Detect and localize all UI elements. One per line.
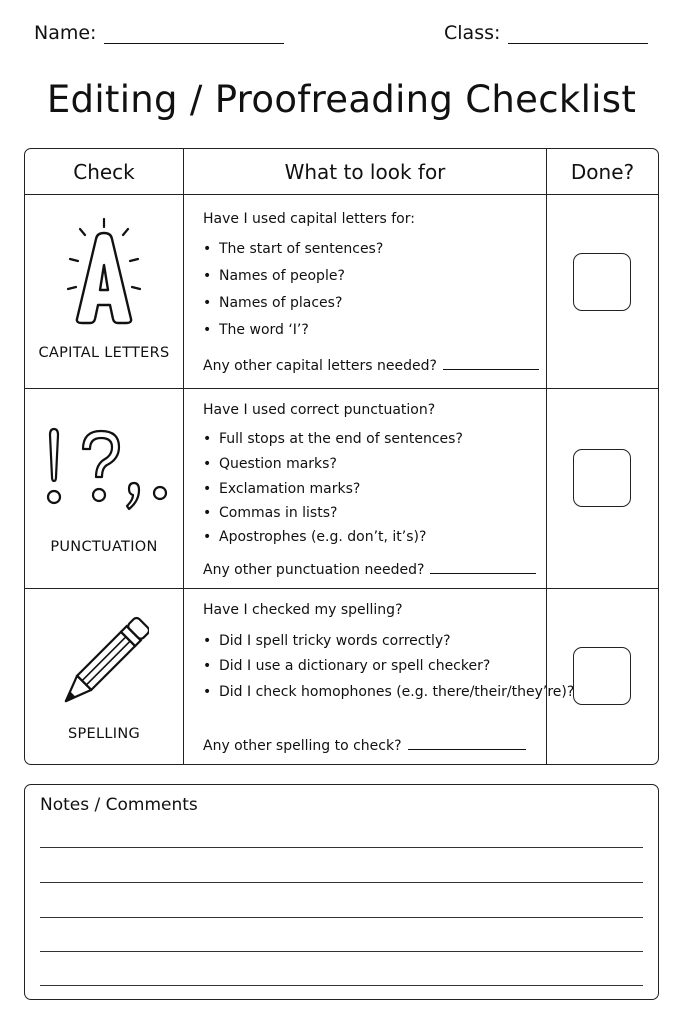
answer-blank[interactable] (408, 735, 526, 750)
extra-prompt-text: Any other capital letters needed? (203, 358, 437, 374)
list-item: • Apostrophes (e.g. don’t, it’s)? (203, 529, 426, 545)
list-item: • Question marks? (203, 456, 337, 472)
extra-prompt (203, 559, 536, 578)
list-item: • The word ‘I’? (203, 322, 309, 338)
page-title: Editing / Proofreading Checklist (46, 78, 637, 121)
check-cell (25, 589, 184, 765)
done-checkbox[interactable] (573, 253, 631, 311)
extra-prompt-text: Any other punctuation needed? (203, 562, 425, 578)
question-text: Have I checked my spelling? (203, 602, 403, 618)
done-cell (547, 589, 658, 765)
answer-blank[interactable] (443, 355, 539, 370)
question-text: Have I used correct punctuation? (203, 402, 436, 418)
header-check: Check (25, 149, 184, 194)
note-line[interactable] (40, 847, 643, 848)
table-row-spelling (25, 589, 658, 765)
checklist-table (24, 148, 659, 765)
class-blank-line[interactable] (508, 23, 648, 44)
question-text: Have I used capital letters for: (203, 211, 415, 227)
note-line[interactable] (40, 951, 643, 952)
name-blank-line[interactable] (104, 23, 284, 44)
extra-prompt-text: Any other spelling to check? (203, 738, 402, 754)
look-for-cell (184, 389, 547, 588)
note-line[interactable] (40, 985, 643, 986)
list-item: • Commas in lists? (203, 505, 337, 521)
list-item: • Names of places? (203, 295, 342, 311)
header-what-to-look-for: What to look for (184, 149, 547, 194)
check-cell (25, 389, 184, 588)
done-cell (547, 195, 658, 388)
table-row-punctuation (25, 389, 658, 589)
table-row-capital-letters (25, 195, 658, 389)
list-item: • Full stops at the end of sentences? (203, 431, 463, 447)
capital-letter-a-icon (56, 215, 152, 325)
list-item: • Did I check homophones (e.g. there/their/they’re)? (203, 684, 574, 700)
notes-box (24, 784, 659, 1000)
punctuation-marks-icon (39, 427, 169, 513)
note-line[interactable] (40, 917, 643, 918)
note-line[interactable] (40, 882, 643, 883)
class-label: Class: (444, 22, 501, 44)
look-for-cell (184, 589, 575, 765)
list-item: • Exclamation marks? (203, 481, 360, 497)
pencil-icon (59, 613, 149, 713)
header-done: Done? (570, 159, 635, 184)
list-item: • Names of people? (203, 268, 345, 284)
answer-blank[interactable] (430, 559, 536, 574)
extra-prompt (203, 735, 526, 754)
name-label: Name: (34, 22, 97, 44)
list-item: • Did I use a dictionary or spell checker? (203, 658, 490, 674)
category-label: CAPITAL LETTERS (38, 345, 170, 361)
category-label: SPELLING (67, 726, 141, 742)
name-field[interactable] (34, 22, 284, 44)
table-header-row (25, 149, 658, 195)
look-for-cell (184, 195, 547, 388)
class-field[interactable] (444, 22, 648, 44)
list-item: • The start of sentences? (203, 241, 383, 257)
notes-title: Notes / Comments (40, 795, 198, 815)
done-checkbox[interactable] (573, 647, 631, 705)
done-checkbox[interactable] (573, 449, 631, 507)
extra-prompt (203, 355, 539, 374)
category-label: PUNCTUATION (50, 539, 158, 555)
check-cell (25, 195, 184, 388)
list-item: • Did I spell tricky words correctly? (203, 633, 451, 649)
done-cell (547, 389, 658, 588)
